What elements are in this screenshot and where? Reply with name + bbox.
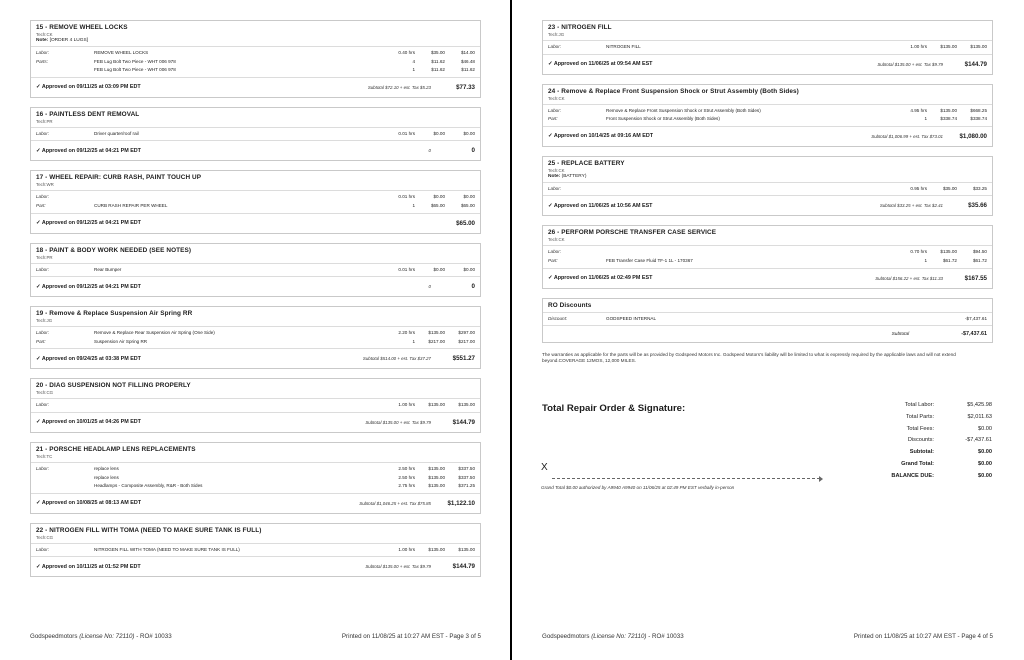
job-total: $551.27 [452,355,475,363]
footer-shop-info: Godspeedmotors (License No: 72110) - RO# 10033 [542,633,684,640]
line-type [36,66,94,75]
line-description [94,401,367,410]
job-approval [543,195,992,215]
line-item [548,107,987,116]
totals-row [852,471,992,483]
job-subtotal: Subtotal $156.22 + est. Tax $11.33 [875,275,943,281]
job-total: $144.79 [964,60,987,68]
job-tech: Tech:TC [36,453,53,459]
line-total: $11.62 [461,67,475,73]
job-note [548,174,987,179]
job-lines [31,127,480,141]
job-block [30,107,481,162]
job-header [543,21,992,40]
line-type: Labor: [36,546,50,552]
line-type: Labor: [36,266,50,272]
job-header [543,157,992,182]
job-total: 0 [471,147,475,155]
job-approval [31,213,480,233]
line-total: $0.00 [463,266,475,272]
line-description: FEB Lug Bolt Two Piece - WHT 006 978 [94,58,176,64]
line-rate: $135.00 [940,107,957,113]
line-description [606,185,879,194]
job-header [31,524,480,543]
line-total: $217.00 [458,338,475,344]
line-type [36,474,94,483]
line-description: replace lens [94,465,119,471]
totals-row [852,435,992,447]
job-block [30,378,481,433]
line-quantity: 1 [924,116,927,122]
job-lines [543,182,992,196]
line-rate: $61.72 [942,257,957,263]
totals-value: -$7,437.61 [965,437,992,444]
job-header [31,307,480,326]
line-description: FEB Transfer Case Fluid TF-1 1L - 170367 [606,257,693,263]
job-title: 25 - REPLACE BATTERY [548,159,625,167]
line-quantity: 1.00 hrs [398,546,415,552]
line-type: Discount: [548,315,568,321]
signature-x-mark: X [541,462,548,473]
job-header [31,21,480,46]
job-tech: Tech:CK [548,95,565,101]
line-total: $135.00 [970,44,987,49]
ro-discounts-title: RO Discounts [548,301,592,309]
line-total: $668.25 [970,107,987,113]
job-total: 0 [471,283,475,291]
line-item [36,482,475,491]
job-block [542,20,993,75]
job-approval [543,126,992,146]
line-total: $135.00 [458,402,475,408]
line-type: Labor: [36,194,50,200]
line-description: REMOVE WHEEL LOCKS [94,50,149,55]
job-subtotal: Subtotal $33.25 + est. Tax $2.41 [879,203,943,209]
line-total: $46.48 [460,58,475,64]
line-quantity: 2.20 hrs [398,330,415,336]
line-type [36,482,94,491]
totals-label: Total Parts: [906,413,934,420]
job-header [543,226,992,245]
line-total: $33.25 [972,185,987,191]
job-subtotal: Subtotal $135.00 + est. Tax $9.79 [877,61,943,67]
line-rate: $135.00 [940,44,957,49]
line-description: Headlamps - Composite Assembly, R&R - Both Sides [94,483,203,489]
line-rate: $135.00 [940,249,957,255]
line-rate: $65.00 [430,202,445,208]
job-subtotal: Subtotal $1,006.99 + est. Tax $73.01 [871,133,943,139]
job-block [30,442,481,514]
job-approval [31,77,480,97]
line-item [36,49,475,58]
job-tech: Tech:CK [36,32,53,37]
totals-row [852,412,992,424]
line-rate: $35.00 [942,185,957,191]
approval-status: ✓ Approved on 11/06/25 at 09:54 AM EST [548,61,653,68]
line-quantity: 1 [412,202,415,208]
ro-discounts-header [543,299,992,312]
line-description: replace lens [94,474,119,480]
job-tech: Tech:WR [36,182,54,188]
approval-status: ✓ Approved on 10/01/25 at 04:26 PM EDT [36,419,141,426]
totals-value: $0.00 [978,449,992,456]
job-approval [543,54,992,74]
job-approval [31,348,480,368]
line-item [36,546,475,555]
line-quantity: 1.00 hrs [398,402,415,408]
line-quantity: 0.95 hrs [910,185,927,191]
job-total: $1,122.10 [447,499,475,507]
approval-status: ✓ Approved on 09/12/25 at 04:21 PM EDT [36,220,141,227]
page-footer [30,633,481,640]
job-subtotal: Subtotal $514.00 + est. Tax $37.27 [362,356,431,362]
job-lines [543,245,992,267]
job-tech: Tech:PR [36,254,53,260]
line-quantity: 4.95 hrs [910,107,927,113]
line-type: Part: [36,338,46,344]
line-description [606,248,879,257]
job-lines [31,398,480,412]
line-rate: $135.00 [428,483,445,489]
totals-row [852,400,992,412]
totals-row [852,424,992,436]
line-description: FEB Lug Bolt Two Piece - WHT 006 978 [94,67,176,73]
line-item [36,465,475,474]
job-lines [31,263,480,277]
line-rate: $135.00 [428,465,445,471]
job-lines [31,190,480,212]
totals-value: $5,425.98 [967,402,992,408]
job-note-text: (BATTERY) [561,173,587,179]
line-description: Remove & Replace Rear Suspension Air Spring (One Side) [94,330,215,336]
approval-status: ✓ Approved on 09/24/25 at 03:38 PM EDT [36,355,141,362]
order-totals [852,400,992,483]
line-rate: $135.00 [428,330,445,336]
job-header [31,171,480,190]
line-type: Labor: [548,107,562,113]
line-item [548,185,987,194]
line-type: Part: [548,116,558,122]
job-note [36,38,475,43]
line-total: $65.00 [460,202,475,208]
line-item [36,58,475,67]
job-title: 22 - NITROGEN FILL WITH TOMA (NEED TO MAKE SURE TANK IS FULL) [36,526,262,534]
line-item [548,257,987,266]
line-total: $61.72 [972,257,987,263]
job-tech: Tech:JG [548,32,565,37]
totals-label: BALANCE DUE: [891,472,934,479]
totals-value: $0.00 [978,460,992,467]
job-block [30,243,481,298]
approval-status: ✓ Approved on 11/06/25 at 10:56 AM EST [548,202,653,209]
job-title: 17 - WHEEL REPAIR: CURB RASH, PAINT TOUCH UP [36,174,202,182]
job-tech: Tech:JG [36,318,53,324]
job-title: 15 - REMOVE WHEEL LOCKS [36,24,128,31]
line-item [36,130,475,139]
job-title: 16 - PAINTLESS DENT REMOVAL [36,110,140,118]
line-quantity: 2.50 hrs [398,474,415,480]
approval-status: ✓ Approved on 11/06/25 at 02:49 PM EST [548,275,653,282]
line-quantity: 0.40 hrs [398,50,415,55]
line-item [36,474,475,483]
job-subtotal: Subtotal $135.00 + est. Tax $9.79 [365,419,431,425]
totals-label: Total Labor: [904,402,934,408]
job-tech: Tech:CK [548,167,565,173]
line-total: $337.50 [458,474,475,480]
job-tech: Tech:CG [36,390,54,396]
approval-status: ✓ Approved on 09/12/25 at 04:21 PM EDT [36,283,141,290]
job-note-text: [ORDER 4 LUGS] [49,38,88,43]
totals-row [852,459,992,471]
job-subtotal: 0 [428,148,431,154]
signature-line[interactable] [552,478,820,479]
line-rate: $0.00 [433,266,445,272]
line-description: Driver quarter/roof rail [94,130,139,136]
job-approval [543,268,992,288]
totals-label: Subtotal: [909,449,934,456]
line-quantity: 1 [412,338,415,344]
line-rate: $11.62 [431,58,445,64]
job-total: $35.66 [968,202,987,210]
line-item [36,202,475,211]
footer-shop-info: Godspeedmotors (License No: 72110) - RO# 10033 [30,633,172,640]
signature-section-title: Total Repair Order & Signature: [542,403,686,414]
job-total: $77.33 [456,83,475,91]
totals-label: Discounts: [907,437,934,444]
line-type: Labor: [36,130,50,136]
discount-subtotal-label: Subtotal [891,331,910,337]
line-total: $135.00 [458,546,475,552]
job-subtotal: Subtotal $72.10 + est. Tax $5.23 [367,84,431,90]
line-item [36,338,475,347]
line-item [548,43,987,52]
job-block [542,225,993,288]
discount-lines [543,312,992,326]
line-total: -$7,437.61 [965,315,987,321]
ro-discounts [542,298,993,344]
approval-status: ✓ Approved on 09/12/25 at 04:21 PM EDT [36,147,141,154]
job-list-page-3 [30,20,481,586]
job-block [30,20,481,98]
job-title: 18 - PAINT & BODY WORK NEEDED (SEE NOTES) [36,246,192,254]
job-note-label: Note: [36,38,49,43]
job-subtotal: Subtotal $135.00 + est. Tax $9.79 [365,564,431,570]
job-tech: Tech:CG [36,534,54,540]
line-item [36,66,475,75]
line-type: Part: [36,202,46,208]
job-block [542,156,993,217]
job-total: $144.79 [452,418,475,426]
line-quantity: 0.01 hrs [398,194,415,200]
line-description: Rear Bumper [94,266,122,272]
job-block [30,306,481,369]
line-item [548,115,987,124]
job-approval [31,412,480,432]
line-description: Suspension Air Spring RR [94,338,148,344]
job-lines [543,104,992,126]
line-item [36,401,475,410]
line-rate: $338.74 [940,116,957,122]
line-total: $0.00 [463,194,475,200]
line-type: Labor: [36,330,50,336]
authorization-note: Grand Total $0.00 authorized by A9940 A9940 on 11/06/25 at 02:49 PM EST verbally in-person [541,485,735,490]
approval-status: ✓ Approved on 10/08/25 at 08:13 AM EDT [36,500,142,507]
line-rate: $0.00 [433,130,445,136]
job-total: $1,080.00 [959,132,987,140]
line-quantity [879,315,927,324]
job-block [542,84,993,147]
page-footer [542,633,993,640]
job-block [30,170,481,233]
footer-printed: Printed on 11/08/25 at 10:27 AM EST - Page 4 of 5 [853,633,993,640]
line-total: $297.00 [458,330,475,336]
discount-subtotal [543,325,992,342]
job-header [31,108,480,127]
job-approval [31,493,480,513]
job-title: 19 - Remove & Replace Suspension Air Spring RR [36,310,193,318]
line-item [548,315,987,324]
job-lines [31,326,480,348]
job-title: 20 - DIAG SUSPENSION NOT FILLING PROPERLY [36,382,191,390]
job-lines [31,46,480,77]
job-header [31,379,480,398]
line-type: Part: [548,257,558,263]
page-4 [512,0,1024,660]
totals-value: $0.00 [978,472,992,479]
approval-status: ✓ Approved on 09/11/25 at 03:09 PM EDT [36,84,141,91]
line-quantity: 2.75 hrs [398,483,415,489]
job-total: $144.79 [452,563,475,571]
line-total: $94.50 [972,249,987,255]
line-rate: $135.00 [428,402,445,408]
job-subtotal: 0 [428,284,431,290]
job-approval [31,140,480,160]
job-lines [31,543,480,557]
line-total: $14.00 [460,50,475,55]
totals-value: $2,011.63 [967,413,992,420]
job-lines [31,462,480,493]
line-quantity: 4 [412,58,415,64]
job-total: $65.00 [456,219,475,227]
line-quantity: 2.50 hrs [398,465,415,471]
job-total: $167.55 [964,274,987,282]
totals-label: Grand Total: [901,460,934,467]
line-description: NITROGEN FILL WITH TOMA (NEED TO MAKE SURE TANK IS FULL) [94,546,240,552]
line-description: NITROGEN FILL [606,44,641,49]
line-description: Remove & Replace Front Suspension Shock or Strut Assembly (Both Sides) [606,107,761,113]
footer-printed: Printed on 11/08/25 at 10:27 AM EST - Page 3 of 5 [341,633,481,640]
job-header [31,244,480,263]
job-note-label: Note: [548,173,561,179]
line-type: Labor: [36,50,50,55]
discount-subtotal-value: -$7,437.61 [961,331,987,338]
line-quantity: 0.01 hrs [398,266,415,272]
line-rate [927,315,957,324]
line-quantity: 0.70 hrs [910,249,927,255]
line-item [36,266,475,275]
line-rate: $135.00 [428,546,445,552]
line-rate: $35.00 [430,50,445,55]
line-total: $371.25 [458,483,475,489]
line-description: CURB RASH REPAIR PER WHEEL [94,202,168,208]
warranty-text: The warranties as applicable for the parts will be as provided by Godspeed Motors Inc. Godspeed Motors's liability will be limited to what is expressly required by the applicable laws and will not extend beyond.COVERAGE 12MOS, 12,000 MILES. [542,352,956,364]
job-approval [31,276,480,296]
line-type: Parts: [36,58,48,64]
line-type: Labor: [36,402,50,408]
job-approval [31,556,480,576]
line-total: $338.74 [970,116,987,122]
job-title: 21 - PORSCHE HEADLAMP LENS REPLACEMENTS [36,445,196,453]
job-title: 23 - NITROGEN FILL [548,24,612,31]
line-type: Labor: [36,465,50,471]
line-description: GODSPEED INTERNAL [606,315,657,321]
job-lines [543,40,992,54]
job-header [543,85,992,104]
line-total: $0.00 [463,130,475,136]
line-item [36,329,475,338]
job-header [31,443,480,462]
line-total: $337.50 [458,465,475,471]
line-rate: $217.00 [428,338,445,344]
job-subtotal: Subtotal $1,046.25 + est. Tax $75.85 [359,500,431,506]
line-quantity: 1 [412,67,415,73]
line-item [548,248,987,257]
totals-label: Total Fees: [906,425,934,432]
approval-status: ✓ Approved on 10/11/25 at 01:52 PM EDT [36,563,141,570]
job-tech: Tech:PR [36,118,53,124]
line-description: Front Suspension Shock or Strut Assembly (Both Sides) [606,116,720,122]
job-title: 26 - PERFORM PORSCHE TRANSFER CASE SERVICE [548,229,717,237]
line-quantity: 1.00 hrs [910,44,927,49]
line-quantity: 1 [924,257,927,263]
line-rate: $11.62 [431,67,445,73]
job-title: 24 - Remove & Replace Front Suspension Shock or Strut Assembly (Both Sides) [548,87,799,95]
job-list-page-4 [542,20,993,364]
line-description [94,193,367,202]
line-type: Labor: [548,249,562,255]
totals-row [852,447,992,459]
line-rate: $0.00 [433,194,445,200]
approval-status: ✓ Approved on 10/14/25 at 09:16 AM EDT [548,133,654,140]
totals-value: $0.00 [978,425,992,432]
line-item [36,193,475,202]
line-type: Labor: [548,44,562,49]
job-block [30,523,481,578]
line-quantity: 0.01 hrs [398,130,415,136]
job-tech: Tech:CK [548,237,565,243]
line-rate: $135.00 [428,474,445,480]
line-type: Labor: [548,185,562,191]
